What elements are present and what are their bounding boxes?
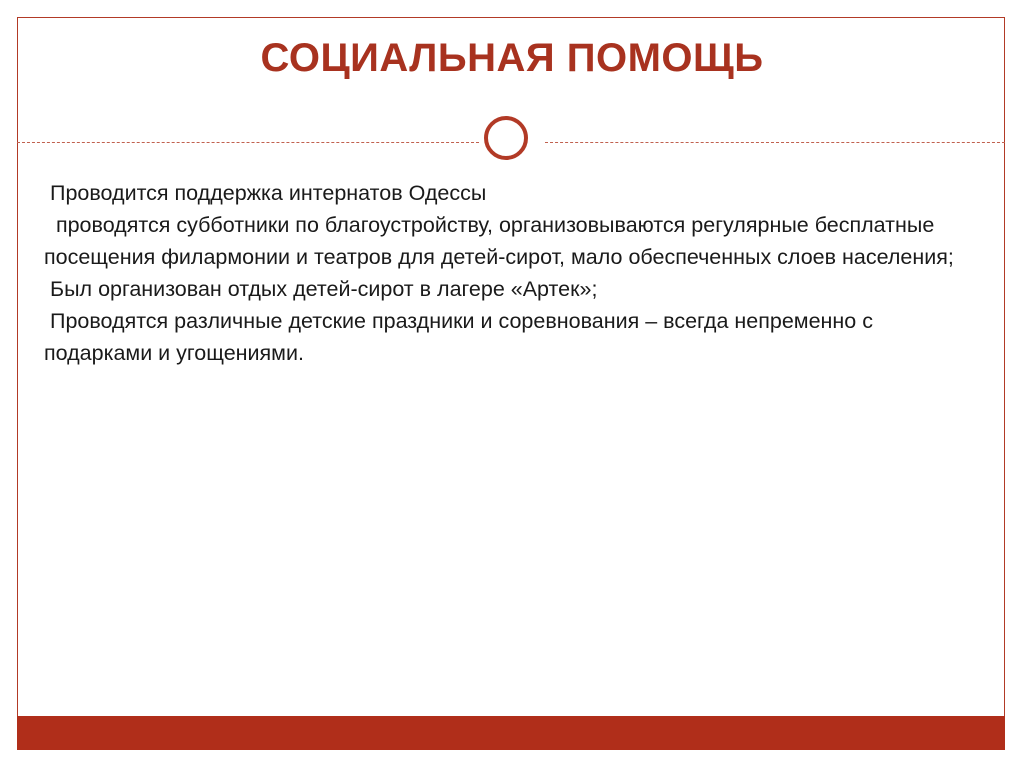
paragraph-holidays: Проводятся различные детские праздники и соревнования – всегда непременно с подарками и угощениями. [44, 309, 879, 365]
paragraph-artek: Был организован отдых детей-сирот в лагере «Артек»; [44, 277, 598, 301]
divider-ring-icon [484, 116, 528, 160]
paragraph-support-internats: Проводится поддержка интернатов Одессы [44, 181, 487, 205]
slide-title: СОЦИАЛЬНАЯ ПОМОЩЬ [260, 36, 764, 80]
footer-bar [17, 716, 1005, 750]
paragraph-subbotniki: проводятся субботники по благоустройству, организовываются регулярные бесплатные посещения филармонии и театров для детей-сирот, мало обеспеченных слоев населения; [44, 213, 954, 269]
divider-left [17, 142, 479, 143]
body-text [44, 177, 974, 369]
divider-right [545, 142, 1005, 143]
